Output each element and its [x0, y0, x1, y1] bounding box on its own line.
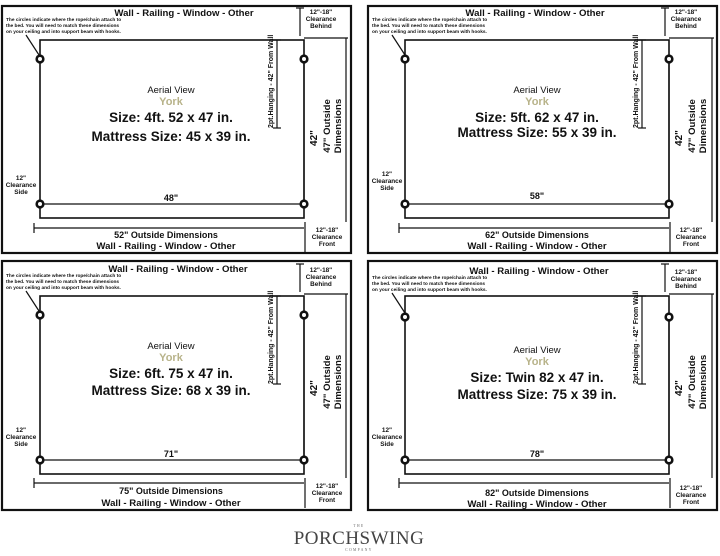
panel-4ft	[2, 6, 351, 253]
clearance-front-value: 12"-18"	[679, 485, 703, 492]
clearance-side-label: Clearance	[5, 182, 37, 189]
note-line-2: the bed. You will need to match these dimensions	[372, 24, 486, 29]
clearance-behind-word: Behind	[675, 23, 697, 30]
width-label: 71"	[163, 449, 179, 459]
aerial-view-label: Aerial View	[513, 345, 561, 356]
outside-depth-line1: 47" Outside	[322, 99, 333, 153]
note-line-1: The circles indicate where the rope/chain attach to	[372, 276, 488, 281]
note-line-3: on your ceiling and into support beam with hooks.	[6, 30, 121, 35]
aerial-view-label: Aerial View	[513, 85, 561, 96]
width-label: 48"	[163, 193, 179, 203]
width-label: 78"	[529, 449, 545, 459]
note-line-3: on your ceiling and into support beam with hooks.	[372, 288, 487, 293]
ring-top-right-center	[302, 57, 306, 61]
outside-depth-line2: Dimensions	[333, 98, 344, 154]
ring-top-left-center	[38, 57, 42, 61]
bottom-label: Wall - Railing - Window - Other	[101, 498, 241, 509]
note-line-2: the bed. You will need to match these dimensions	[6, 280, 120, 285]
outside-depth-line1: 47" Outside	[687, 99, 698, 153]
clearance-side-word: Side	[380, 441, 394, 448]
ring-bottom-left-center	[38, 202, 42, 206]
ring-bottom-left-center	[403, 458, 407, 462]
leader-line	[392, 35, 405, 55]
size-label: Size: Twin 82 x 47 in.	[470, 370, 604, 385]
size-label: Size: 4ft. 52 x 47 in.	[109, 110, 233, 125]
clearance-behind-label: Clearance	[670, 276, 702, 283]
ring-bottom-right-center	[302, 202, 306, 206]
clearance-front-label: Clearance	[311, 490, 343, 497]
clearance-side-label: Clearance	[5, 434, 37, 441]
brand-logo	[294, 524, 425, 552]
clearance-side-value: 12"	[381, 171, 393, 178]
ring-top-left-center	[38, 313, 42, 317]
aerial-view-label: Aerial View	[147, 341, 195, 352]
clearance-behind-label: Clearance	[305, 16, 337, 23]
depth-label: 42"	[674, 130, 685, 146]
ring-bottom-right-center	[302, 458, 306, 462]
model-name: York	[525, 356, 549, 368]
leader-line	[392, 293, 405, 313]
bottom-label: Wall - Railing - Window - Other	[96, 241, 236, 252]
logo-main-text: PORCHSWING	[293, 528, 425, 549]
top-label: Wall - Railing - Window - Other	[465, 8, 605, 19]
outside-width-label: 62" Outside Dimensions	[485, 230, 589, 240]
top-label: Wall - Railing - Window - Other	[469, 266, 609, 277]
clearance-side-label: Clearance	[371, 434, 403, 441]
clearance-front-word: Front	[318, 497, 336, 504]
note-line-2: the bed. You will need to match these dimensions	[6, 24, 120, 29]
clearance-behind	[306, 9, 337, 30]
logo-bottom-text: COMPANY	[345, 548, 373, 552]
ring-bottom-left-center	[403, 202, 407, 206]
model-name: York	[525, 96, 549, 108]
clearance-behind-word: Behind	[675, 283, 697, 290]
clearance-front-label: Clearance	[675, 492, 707, 499]
clearance-side-word: Side	[14, 441, 28, 448]
note-line-3: on your ceiling and into support beam with hooks.	[6, 286, 121, 291]
clearance-behind-word: Behind	[310, 23, 332, 30]
note-line-1: The circles indicate where the rope/chain attach to	[6, 18, 122, 23]
clearance-behind-value: 12"-18"	[309, 9, 333, 16]
note-line-1: The circles indicate where the rope/chain attach to	[372, 18, 488, 23]
clearance-front-word: Front	[682, 241, 700, 248]
leader-line	[26, 291, 39, 311]
ring-bottom-right-center	[667, 202, 671, 206]
size-label: Size: 6ft. 75 x 47 in.	[109, 366, 233, 381]
bed-frame	[405, 296, 669, 474]
clearance-front-label: Clearance	[311, 234, 343, 241]
outside-depth-line1: 47" Outside	[322, 355, 333, 409]
leader-line	[26, 35, 39, 55]
mattress-size-label: Mattress Size: 75 x 39 in.	[457, 387, 617, 402]
top-label: Wall - Railing - Window - Other	[108, 264, 248, 275]
size-label: Size: 5ft. 62 x 47 in.	[475, 110, 599, 125]
clearance-side-value: 12"	[15, 427, 27, 434]
panel-5ft	[368, 6, 717, 253]
clearance-behind-value: 12"-18"	[674, 269, 698, 276]
bottom-label: Wall - Railing - Window - Other	[467, 499, 607, 510]
clearance-behind-label: Clearance	[305, 274, 337, 281]
mattress-size-label: Mattress Size: 68 x 39 in.	[91, 383, 251, 398]
clearance-behind-word: Behind	[310, 281, 332, 288]
clearance-behind-value: 12"-18"	[674, 9, 698, 16]
panel-outline	[368, 261, 717, 510]
clearance-front-word: Front	[682, 499, 700, 506]
depth-label: 42"	[309, 380, 320, 396]
outside-depth-line2: Dimensions	[333, 354, 344, 410]
outside-depth-line1: 47" Outside	[687, 355, 698, 409]
outside-width-label: 82" Outside Dimensions	[485, 488, 589, 498]
ring-top-left-center	[403, 57, 407, 61]
model-name: York	[159, 96, 183, 108]
outside-depth-line2: Dimensions	[698, 354, 709, 410]
clearance-side-label: Clearance	[371, 178, 403, 185]
clearance-front-value: 12"-18"	[315, 483, 339, 490]
note-line-1: The circles indicate where the rope/chain attach to	[6, 274, 122, 279]
clearance-behind-label: Clearance	[670, 16, 702, 23]
note-line-3: on your ceiling and into support beam with hooks.	[372, 30, 487, 35]
clearance-side-value: 12"	[381, 427, 393, 434]
panel-twin	[368, 261, 717, 510]
logo-top-text: THE	[353, 524, 365, 528]
width-label: 58"	[529, 191, 545, 201]
bottom-label: Wall - Railing - Window - Other	[467, 241, 607, 252]
note-line-2: the bed. You will need to match these dimensions	[372, 282, 486, 287]
clearance-side-word: Side	[380, 185, 394, 192]
hanging-label: 2pt.Hanging - 42" From Wall	[268, 34, 275, 128]
mattress-size-label: Mattress Size: 55 x 39 in.	[457, 125, 617, 140]
ring-top-right-center	[667, 315, 671, 319]
outside-width-label: 75" Outside Dimensions	[119, 486, 223, 496]
outside-depth-line2: Dimensions	[698, 98, 709, 154]
outside-width-label: 52" Outside Dimensions	[114, 230, 218, 240]
aerial-view-label: Aerial View	[147, 85, 195, 96]
panel-6ft	[2, 261, 351, 510]
clearance-front-value: 12"-18"	[679, 227, 703, 234]
clearance-side-word: Side	[14, 189, 28, 196]
clearance-side-value: 12"	[15, 175, 27, 182]
depth-label: 42"	[674, 380, 685, 396]
hanging-label: 2pt.Hanging - 42" From Wall	[633, 34, 640, 128]
clearance-front-word: Front	[318, 241, 336, 248]
clearance-behind-value: 12"-18"	[309, 267, 333, 274]
clearance-front-label: Clearance	[675, 234, 707, 241]
ring-top-left-center	[403, 315, 407, 319]
hanging-label: 2pt.Hanging - 42" From Wall	[633, 290, 640, 384]
ring-top-right-center	[302, 313, 306, 317]
ring-top-right-center	[667, 57, 671, 61]
mattress-size-label: Mattress Size: 45 x 39 in.	[91, 129, 251, 144]
model-name: York	[159, 352, 183, 364]
ring-bottom-left-center	[38, 458, 42, 462]
top-label: Wall - Railing - Window - Other	[114, 8, 254, 19]
hanging-label: 2pt.Hanging - 42" From Wall	[268, 290, 275, 384]
clearance-front-value: 12"-18"	[315, 227, 339, 234]
depth-label: 42"	[309, 130, 320, 146]
ring-bottom-right-center	[667, 458, 671, 462]
